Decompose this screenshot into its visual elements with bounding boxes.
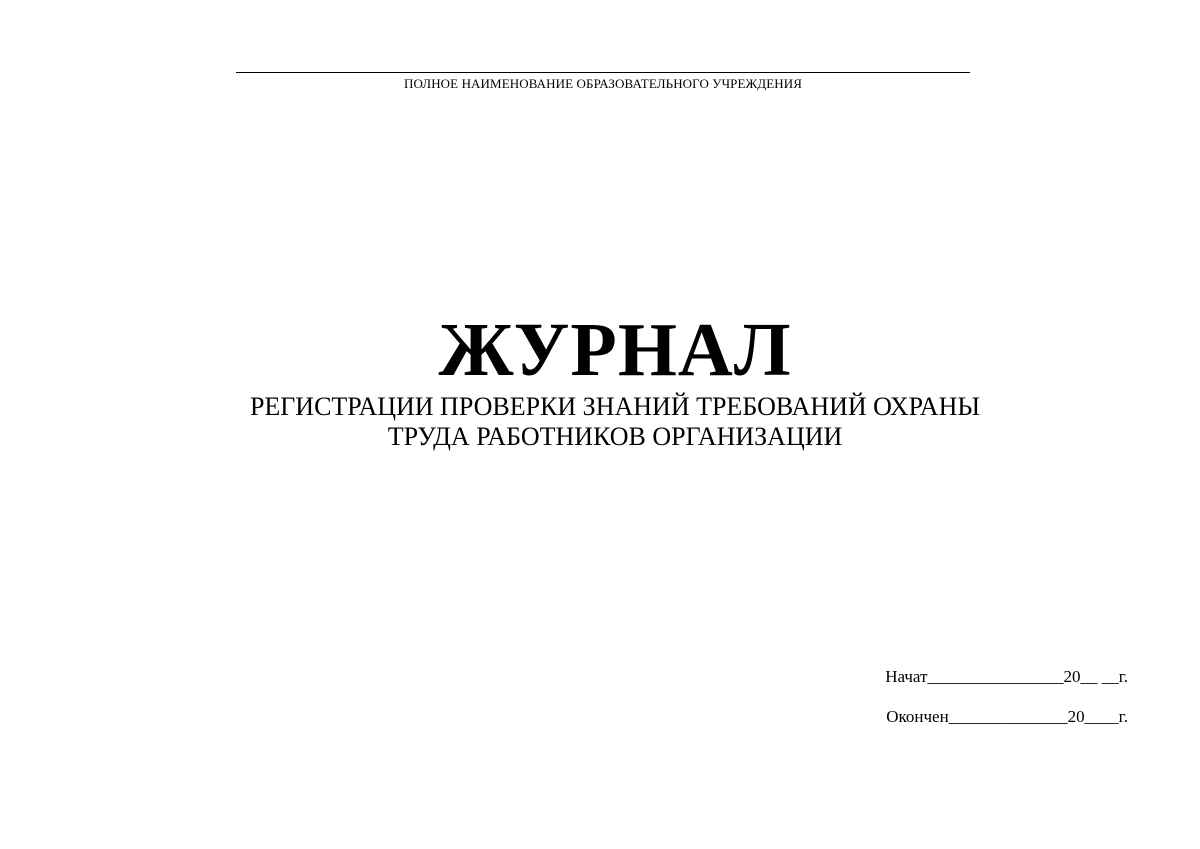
end-date-line: Окончен______________20____г. xyxy=(886,707,1128,726)
journal-subtitle-line-1: РЕГИСТРАЦИИ ПРОВЕРКИ ЗНАНИЙ ТРЕБОВАНИЙ ОХРАНЫ xyxy=(249,392,981,421)
journal-title: ЖУРНАЛ xyxy=(438,308,792,392)
start-date-line: Начат________________20__ __г. xyxy=(885,667,1128,686)
org-name-underline xyxy=(236,72,970,73)
org-name-caption: ПОЛНОЕ НАИМЕНОВАНИЕ ОБРАЗОВАТЕЛЬНОГО УЧРЕЖДЕНИЯ xyxy=(403,76,803,91)
journal-subtitle-line-2: ТРУДА РАБОТНИКОВ ОРГАНИЗАЦИИ xyxy=(387,422,843,451)
